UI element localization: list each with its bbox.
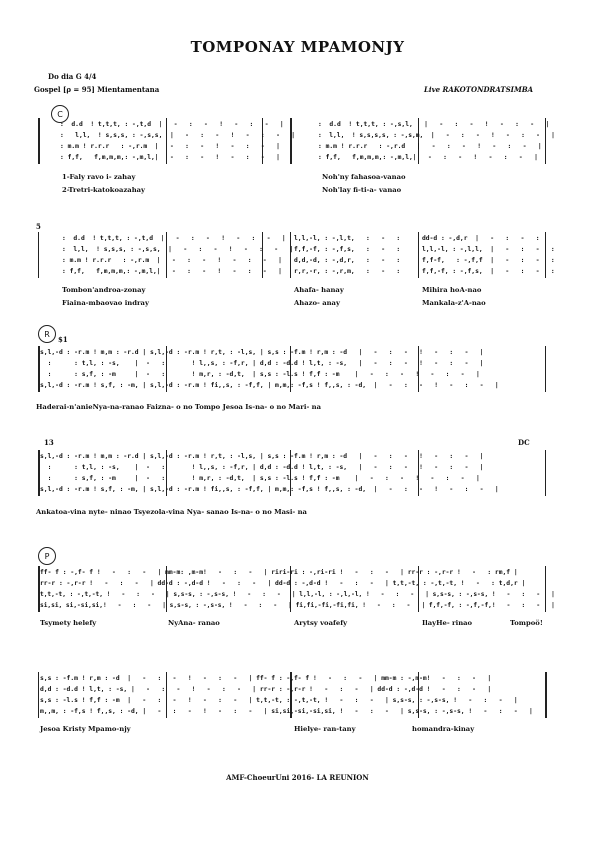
notes-alto: : l,l, ! s,s,s, : -,s,s, | - : - ! - : - | (60, 132, 296, 139)
notes-alto: : : t,l, : -s, | - : ! l,,s, : -f,r, | d,d : -d.d ! l,t, : -s, | - : - ! - : - | (40, 464, 484, 471)
notes-alto-right: l,l,-l, : -,l,l, | - : - : (422, 246, 555, 253)
notes-soprano-2: : d.d ! t,t,t, : -,s,l, | - : - ! - : - | (318, 121, 550, 128)
notes-soprano: : d.d ! t,t,t, : -,t,d | - : - ! - : - | (62, 235, 286, 242)
notes-bass-right: f,f,-f, : -,f,s, | - : - : (422, 268, 555, 275)
section-marker-p: P (38, 547, 56, 565)
section-marker-c: C (51, 105, 69, 123)
measure-number-13: 13 (44, 438, 54, 447)
notes-soprano: s,l,-d : -r.m ! m,m : -r.d | s,l,-d : -r.m ! r,t, : -l,s, | s,s : -f.m ! r,m : -d | - : - ! - : - | (40, 453, 484, 460)
notes-bass: : f,f, f,m,m,m,: -,m,l,| - : - ! - : - | (62, 268, 282, 275)
notes-tenor: : m.m ! r.r.r : -,r.m | - : - ! - : - | (60, 143, 280, 150)
notes-tenor: s,s : -l.s ! f,f : -m | - : - ! - : - | t,t,-t, : -,t,-t, ! - : - | s,s-s, : -,s-s, ! - : - | (40, 697, 518, 704)
notes-bass: s,l,-d : -r.m ! s,f, : -m, | s,l,-d : -r.m ! fi,,s, : -f,f, | m,m,: -f,s ! f,,s, : -d, | - : - ! - : - | (40, 486, 499, 493)
lyric-line: Fiaina-mbaovao indray (62, 299, 149, 307)
system-5 (0, 566, 595, 636)
notes-soprano-right: dd-d : -,d,r | - : - : (422, 235, 540, 242)
notes-soprano-mid: l,l,-l, : -,l,t, : - : (294, 235, 401, 242)
page-footer: AMF-ChoeurUni 2016- LA REUNION (226, 773, 369, 782)
lyric-verse-2-b: Noh'lay fi-ti-a- vanao (322, 186, 402, 194)
system-2 (0, 232, 595, 312)
lyric-line: Jesoa Kristy Mpamo-njy (40, 725, 131, 733)
segno-1: $1 (58, 335, 68, 344)
notes-tenor-2: : m.m ! r.r.r : -,r.d | - : - ! - : - | (318, 143, 542, 150)
notes-bass: : f,f, f,m,m,m,: -,m,l,| - : - ! - : - | (60, 154, 280, 161)
notes-tenor-right: f,f-f, : -,f,f | - : - : (422, 257, 555, 264)
lyric-line: Ahazo- anay (294, 299, 340, 307)
style-tempo: Gospel [ρ = 95] Mientamentana (34, 85, 160, 94)
lyric-line: Tombon'androa-zonay (62, 286, 146, 294)
lyric-line: Ahafa- hanay (294, 286, 344, 294)
system-3 (0, 346, 595, 416)
notes-bass: si,si, si,-si,si,! - : - | s,s-s, : -,s-s, ! - : - | fi,fi,-fi,-fi,fi, ! - : - | f,f,-f, : -,f,-f,! - : - | (40, 602, 555, 609)
notes-alto-2: : l,l, ! s,s,s,s, : -,s,m, | - : - ! - : - | (318, 132, 555, 139)
da-capo: DC (518, 438, 530, 447)
key-signature: Do dia G 4/4 (48, 72, 97, 81)
notes-bass-mid: r,r,-r, : -,r,m, : - : (294, 268, 401, 275)
lyric-line: Hielye- ran-tany (294, 725, 356, 733)
notes-tenor: : m.m ! r.r.r : -,r.m | - : - ! - : - | (62, 257, 282, 264)
lyric-line: NyAna- ranao (168, 619, 220, 627)
composer: Live RAKOTONDRATSIMBA (424, 85, 534, 94)
notes-tenor: : : s,f, : -m | - : ! m,r, : -d,t, | s,s : -l.s ! f,f : -m | - : - ! - : - | (40, 475, 480, 482)
lyric-line: Arytsy voafefy (294, 619, 348, 627)
notes-alto-mid: f,f,-f, : -,f,s, : - : (294, 246, 401, 253)
notes-alto: : : t,l, : -s, | - : ! l,,s, : -f,r, | d,d : -d.d ! l,t, : -s, | - : - ! - : - | (40, 360, 484, 367)
system-6 (0, 672, 595, 742)
lyric-line: Tompoö! (510, 619, 543, 627)
lyric-line: Haderai-n'anieNya-na-ranao Faizna- o no Tompo Jesoa Is-na- o no Mari- na (36, 403, 321, 411)
lyric-verse-1: 1-Faly ravo i- zahay (62, 173, 136, 181)
lyric-line: Tsymety helefy (40, 619, 97, 627)
notes-soprano: ff- f : -,f- f ! - : - | mm-m: ,m-m! - : - | riri-ri : -,ri-ri ! - : - | rr-r : -,r-r ! - : rm,f | (40, 569, 518, 576)
page-title: TOMPONAY MPAMONJY (190, 38, 405, 56)
lyric-verse-2: 2-Tretri-katokoazahay (62, 186, 146, 194)
notes-soprano: s,s : -f.m ! r,m : -d | - : - ! - : - | ff- f : -,f- f ! - : - | mm-m : -,m-m! - : - | (40, 675, 492, 682)
lyric-line: Mihira hoA-nao (422, 286, 482, 294)
system-4 (0, 450, 595, 520)
notes-bass-2: : f,f, f,m,m,m,: -,m,l,| - : - ! - : - | (318, 154, 538, 161)
section-marker-r: R (38, 325, 56, 343)
notes-tenor: : : s,f, : -m | - : ! m,r, : -d,t, | s,s : -l.s ! f,f : -m | - : - ! - : - | (40, 371, 480, 378)
notes-alto: d,d : -d.d ! l,t, : -s, | - : - ! - : - | rr-r : -,r-r ! - : - | dd-d : -,d-d ! - : - | (40, 686, 492, 693)
lyric-line: IlayHe- rinao (422, 619, 473, 627)
lyric-line: Mankala-z'A-nao (422, 299, 486, 307)
lyric-verse-1-b: Noh'ny fahasoa-vanao (322, 173, 406, 181)
notes-soprano: s,l,-d : -r.m ! m,m : -r.d | s,l,-d : -r.m ! r,t, : -l,s, | s,s : -f.m ! r,m : -d | - : - ! - : - | (40, 349, 484, 356)
notes-alto: rr-r : -,r-r ! - : - | dd-d : -,d-d ! - : - | dd-d : -,d-d ! - : - | t,t,-t, : -,t,-t, ! - : t,d,r | (40, 580, 526, 587)
notes-tenor-mid: d,d,-d, : -,d,r, : - : (294, 257, 401, 264)
notes-tenor: t,t,-t, : -,t,-t, ! - : - | s,s-s, : -,s-s, ! - : - | l,l,-l, : -,l,-l, ! - : - | s,s-s, : -,s-s, ! - : - | (40, 591, 555, 598)
lyric-line: Ankatoa-vina nyte- ninao Tsyezola-vina Nya- sanao Is-na- o no Masi- na (36, 508, 307, 516)
notes-bass: m,,m, : -f,s ! f,,s, : -d, | - : - ! - : - | si,si,-si,-si,si, ! - : - | s,s-s, : -,s-s, ! - : - | (40, 708, 533, 715)
system-1 (0, 118, 595, 198)
lyric-line: homandra-kinay (412, 725, 475, 733)
notes-bass: s,l,-d : -r.m ! s,f, : -m, | s,l,-d : -r.m ! fi,,s, : -f,f, | m,m,: -f,s ! f,,s, : -d, | - : - ! - : - | (40, 382, 499, 389)
notes-alto: : l,l, ! s,s,s, : -,s,s, | - : - ! - : - | (62, 246, 294, 253)
notes-soprano: : d.d ! t,t,t, : -,t,d | - : - ! - : - | (60, 121, 284, 128)
measure-number-5: 5 (36, 222, 41, 231)
